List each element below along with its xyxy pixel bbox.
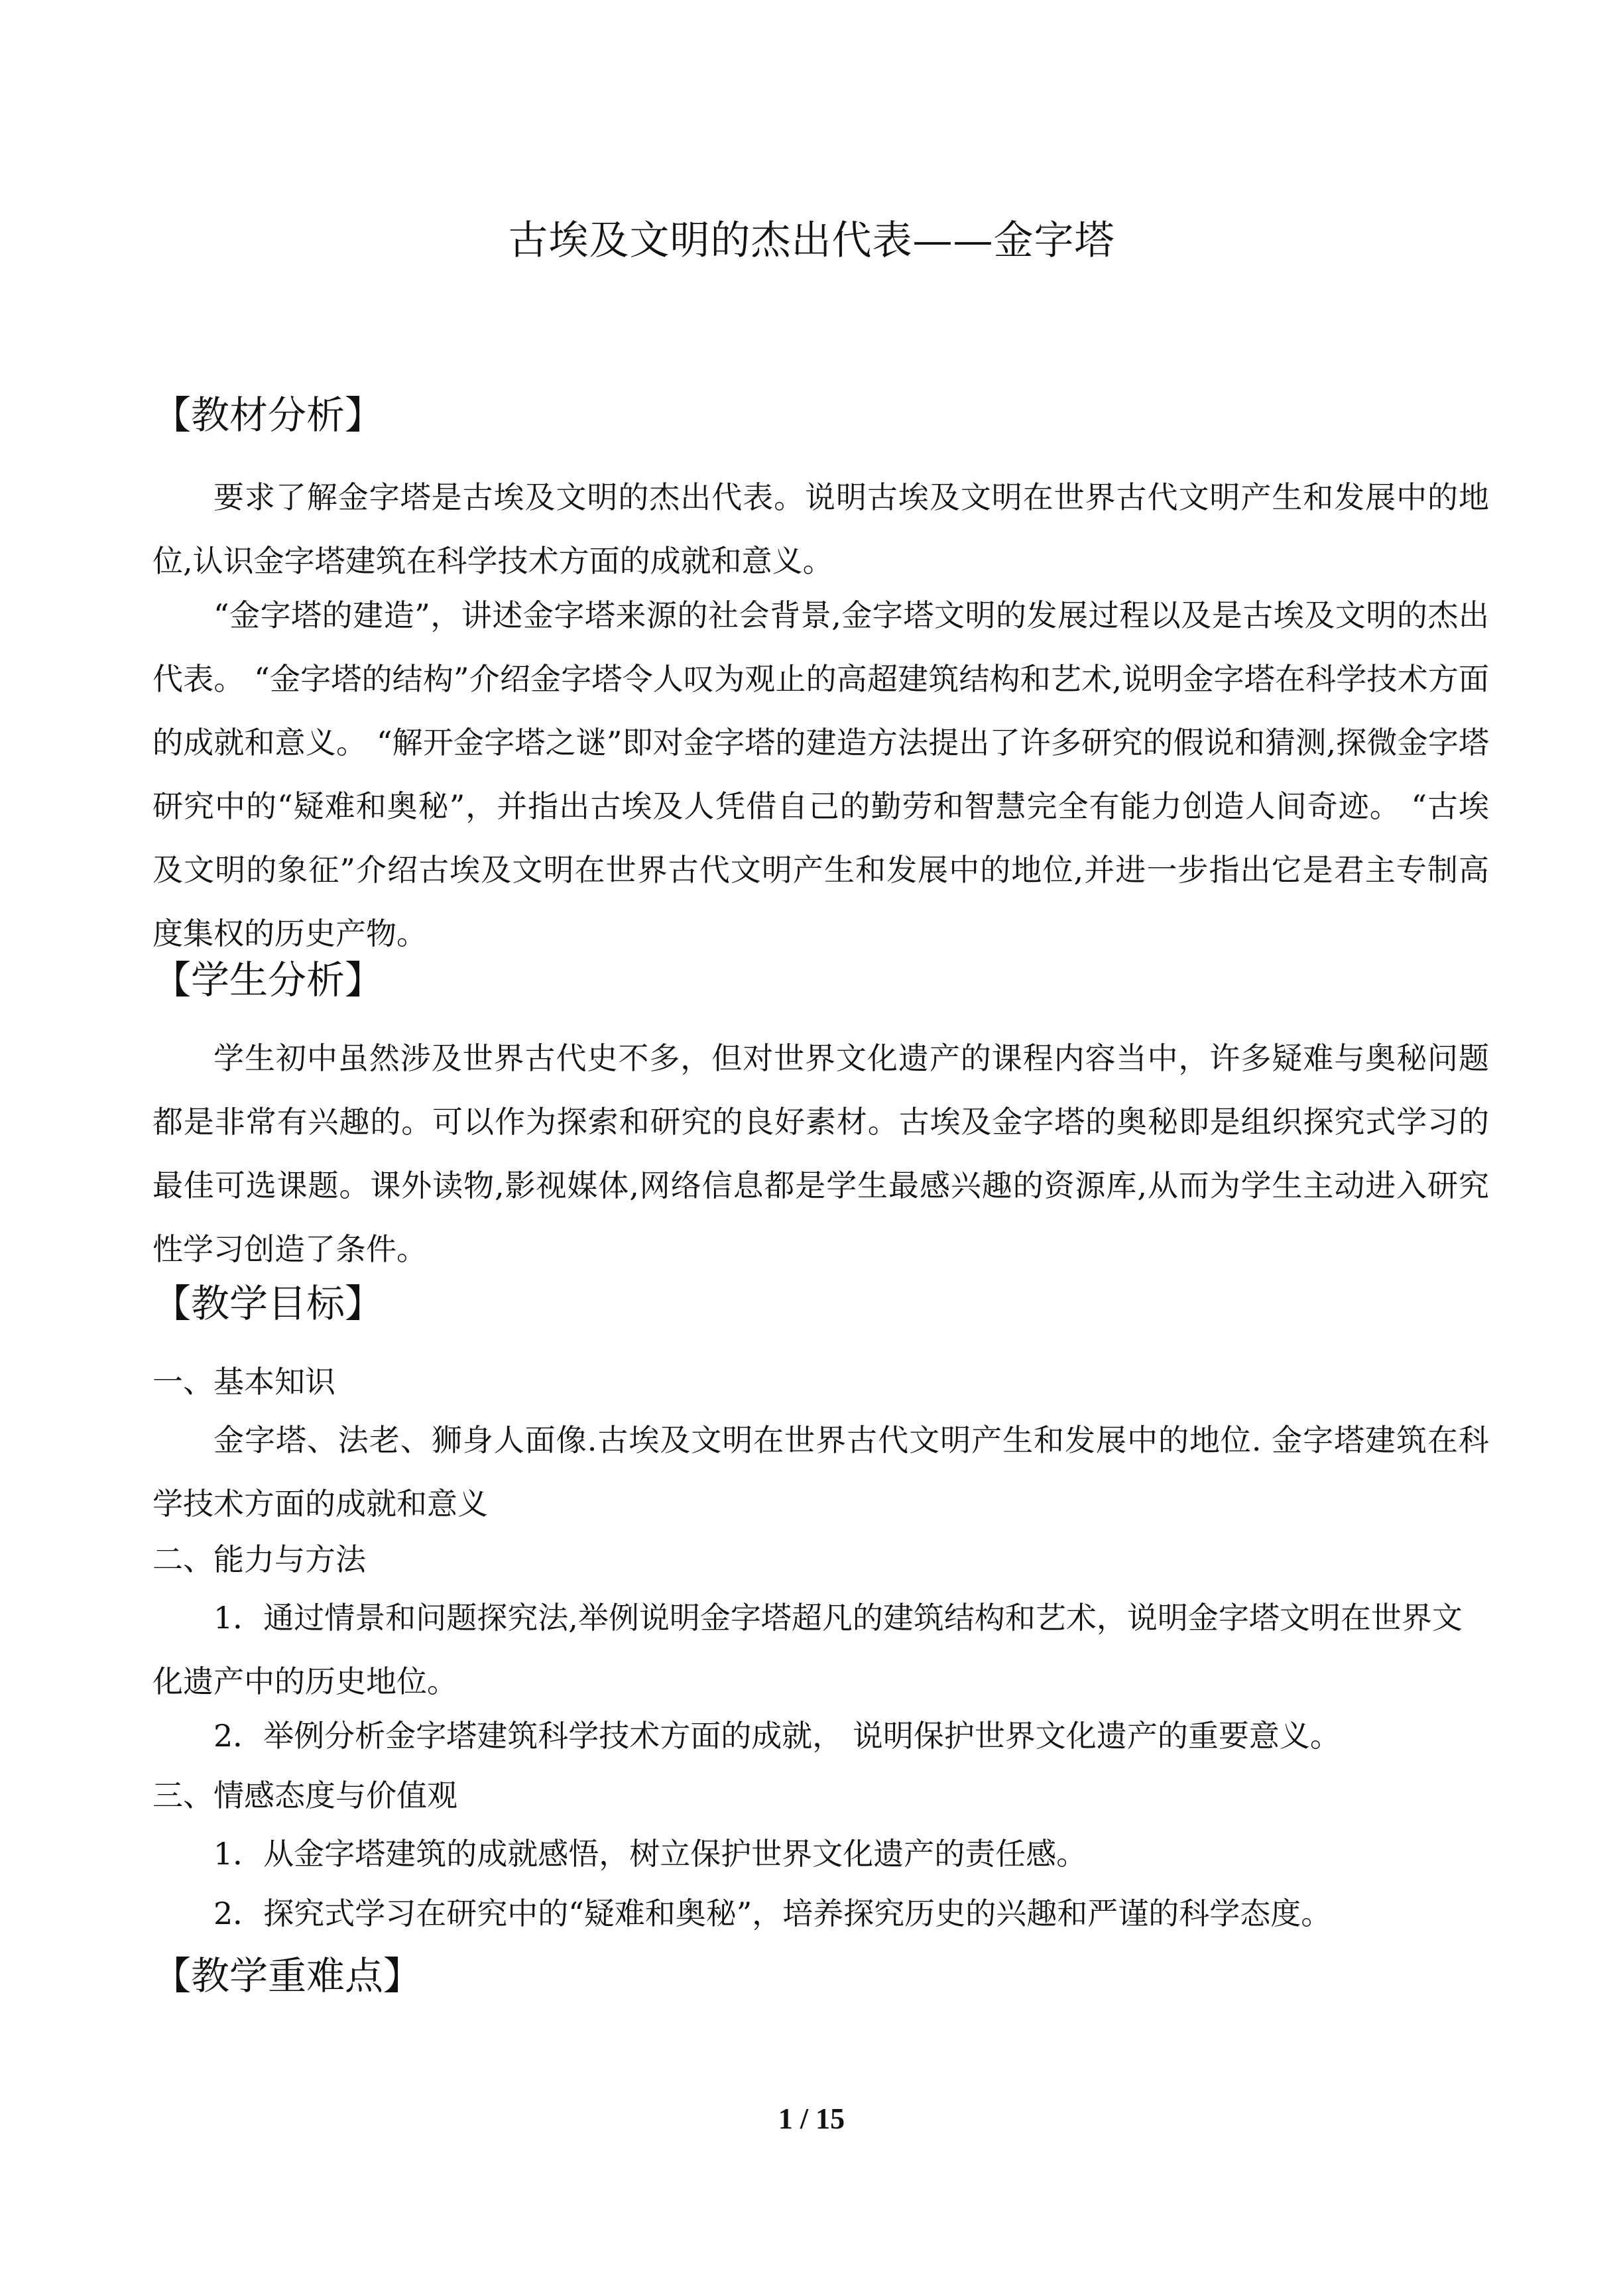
goals-basic-knowledge-text: 金字塔、法老、狮身人面像.古埃及文明在世界古代文明产生和发展中的地位. 金字塔建筑在科学技术方面的成就和意义 (152, 1422, 1489, 1522)
goals-values-item-1: 1．从金字塔建筑的成就感悟，树立保护世界文化遗产的责任感。 (213, 1836, 1087, 1872)
heading-materials-analysis: 【教材分析】 (152, 393, 384, 438)
document-title: 古埃及文明的杰出代表——金字塔 (508, 217, 1115, 264)
materials-paragraph-1: 要求了解金字塔是古埃及文明的杰出代表。说明古埃及文明在世界古代文明产生和发展中的地位,认识金字塔建筑在科学技术方面的成就和意义。 (152, 479, 1489, 579)
goals-values-item-2: 2．探究式学习在研究中的“疑难和奥秘”，培养探究历史的兴趣和严谨的科学态度。 (213, 1896, 1332, 1931)
students-paragraph: 学生初中虽然涉及世界古代史不多，但对世界文化遗产的课程内容当中，许多疑难与奥秘问题都是非常有兴趣的。可以作为探索和研究的良好素材。古埃及金字塔的奥秘即是组织探究式学习的最佳可选课题。课外读物,影视媒体,网络信息都是学生最感兴趣的资源库,从而为学生主动进入研究性学习创造了条件。 (152, 1040, 1489, 1267)
goals-ability-item-1: 1．通过情景和问题探究法,举例说明金字塔超凡的建筑结构和艺术，说明金字塔文明在世界文化遗产中的历史地位。 (152, 1600, 1463, 1699)
goals-ability-item-2: 2．举例分析金字塔建筑科学技术方面的成就， 说明保护世界文化遗产的重要意义。 (213, 1718, 1341, 1754)
page-number: 1 / 15 (778, 2102, 845, 2135)
goals-subheading-basic-knowledge: 一、基本知识 (152, 1364, 335, 1400)
goals-subheading-ability: 二、能力与方法 (152, 1541, 366, 1577)
heading-key-difficult-points: 【教学重难点】 (152, 1953, 422, 1998)
materials-paragraph-2: “金字塔的建造”，讲述金字塔来源的社会背景,金字塔文明的发展过程以及是古埃及文明的杰出代表。 “金字塔的结构”介绍金字塔令人叹为观止的高超建筑结构和艺术,说明金字塔在科学技术方面的成就和意义。 “解开金字塔之谜”即对金字塔的建造方法提出了许多研究的假说和猜测,探微金字塔研究中的“疑难和奥秘”，并指出古埃及人凭借自己的勤劳和智慧完全有能力创造人间奇迹。 “古埃及文明的象征”介绍古埃及文明在世界古代文明产生和发展中的地位,并进一步指出它是君主专制高度集权的历史产物。 (152, 597, 1489, 951)
heading-teaching-goals: 【教学目标】 (152, 1281, 384, 1326)
heading-student-analysis: 【学生分析】 (152, 957, 384, 1002)
goals-subheading-values: 三、情感态度与价值观 (152, 1778, 457, 1813)
